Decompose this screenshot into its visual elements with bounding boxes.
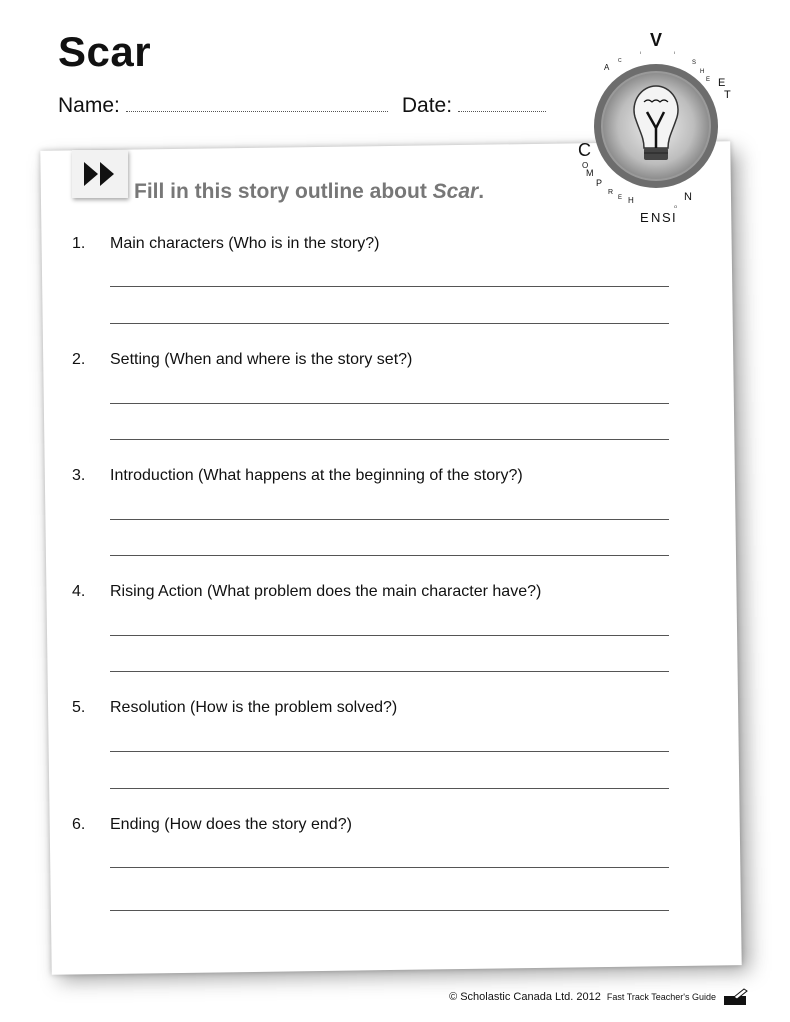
- svg-text:H: H: [700, 69, 705, 75]
- double-arrow-icon: [80, 159, 120, 189]
- question-number: 3.: [72, 467, 86, 484]
- name-label: Name:: [58, 94, 120, 117]
- svg-text:E: E: [618, 195, 623, 201]
- answer-line[interactable]: [110, 751, 669, 752]
- question-text: Resolution (How is the problem solved?): [110, 699, 398, 716]
- question-text: Rising Action (What problem does the main character have?): [110, 583, 542, 600]
- instruction-prefix: Fill in this story outline about: [134, 180, 433, 203]
- svg-text:A: A: [604, 63, 610, 72]
- svg-text:T: T: [724, 89, 731, 101]
- answer-line[interactable]: [110, 671, 669, 672]
- name-date-row: [58, 94, 546, 118]
- svg-text:H: H: [628, 196, 634, 205]
- answer-line[interactable]: [110, 555, 669, 556]
- question-3: [72, 467, 523, 485]
- comprehension-badge: [574, 26, 740, 226]
- guide-title: Fast Track Teacher's Guide: [606, 992, 716, 1002]
- arrow-tab: [72, 150, 128, 198]
- instruction-title: Scar: [432, 180, 479, 203]
- svg-text:E: E: [718, 77, 726, 89]
- question-number: 1.: [72, 235, 86, 252]
- page-title: Scar: [58, 28, 152, 75]
- answer-line[interactable]: [110, 788, 669, 789]
- question-number: 2.: [72, 351, 86, 368]
- svg-text:S: S: [662, 210, 671, 225]
- worksheet-sheet: [40, 141, 741, 975]
- date-field[interactable]: [458, 97, 546, 112]
- question-2: [72, 351, 412, 369]
- svg-text:O: O: [674, 204, 678, 209]
- answer-line[interactable]: [110, 286, 669, 287]
- svg-text:E: E: [706, 77, 711, 83]
- svg-text:M: M: [586, 168, 594, 178]
- svg-text:P: P: [596, 178, 603, 188]
- svg-text:V: V: [650, 30, 663, 50]
- question-text: Setting (When and where is the story set?): [110, 351, 413, 368]
- answer-line[interactable]: [110, 519, 669, 520]
- svg-text:O: O: [582, 161, 589, 170]
- question-1: [72, 235, 379, 253]
- answer-line[interactable]: [110, 439, 669, 440]
- instruction-suffix: .: [478, 180, 485, 203]
- answer-line[interactable]: [110, 403, 669, 404]
- footer: [449, 988, 748, 1006]
- svg-text:S: S: [692, 60, 697, 66]
- question-text: Introduction (What happens at the beginning of the story?): [110, 467, 523, 484]
- question-number: 4.: [72, 583, 86, 600]
- answer-line[interactable]: [110, 323, 669, 324]
- question-number: 6.: [72, 816, 86, 833]
- instruction-heading: [134, 180, 484, 204]
- answer-line[interactable]: [110, 910, 669, 911]
- question-4: [72, 583, 541, 601]
- answer-line[interactable]: [110, 635, 669, 636]
- question-text: Ending (How does the story end?): [110, 816, 352, 833]
- question-5: [72, 699, 397, 717]
- svg-text:R: R: [608, 189, 614, 196]
- date-label: Date:: [401, 94, 453, 117]
- svg-text:I: I: [640, 50, 642, 55]
- copyright-text: © Scholastic Canada Ltd. 2012: [449, 991, 601, 1003]
- svg-text:E: E: [640, 210, 649, 225]
- svg-text:C: C: [618, 58, 622, 64]
- svg-text:I: I: [672, 210, 676, 225]
- svg-text:C: C: [578, 140, 591, 160]
- svg-text:N: N: [684, 191, 692, 203]
- pencil-icon: [722, 988, 748, 1006]
- question-6: [72, 816, 352, 834]
- question-text: Main characters (Who is in the story?): [110, 235, 380, 252]
- answer-line[interactable]: [110, 867, 669, 868]
- svg-text:N: N: [651, 210, 661, 225]
- question-number: 5.: [72, 699, 86, 716]
- name-field[interactable]: [126, 97, 388, 112]
- svg-text:I: I: [674, 50, 676, 55]
